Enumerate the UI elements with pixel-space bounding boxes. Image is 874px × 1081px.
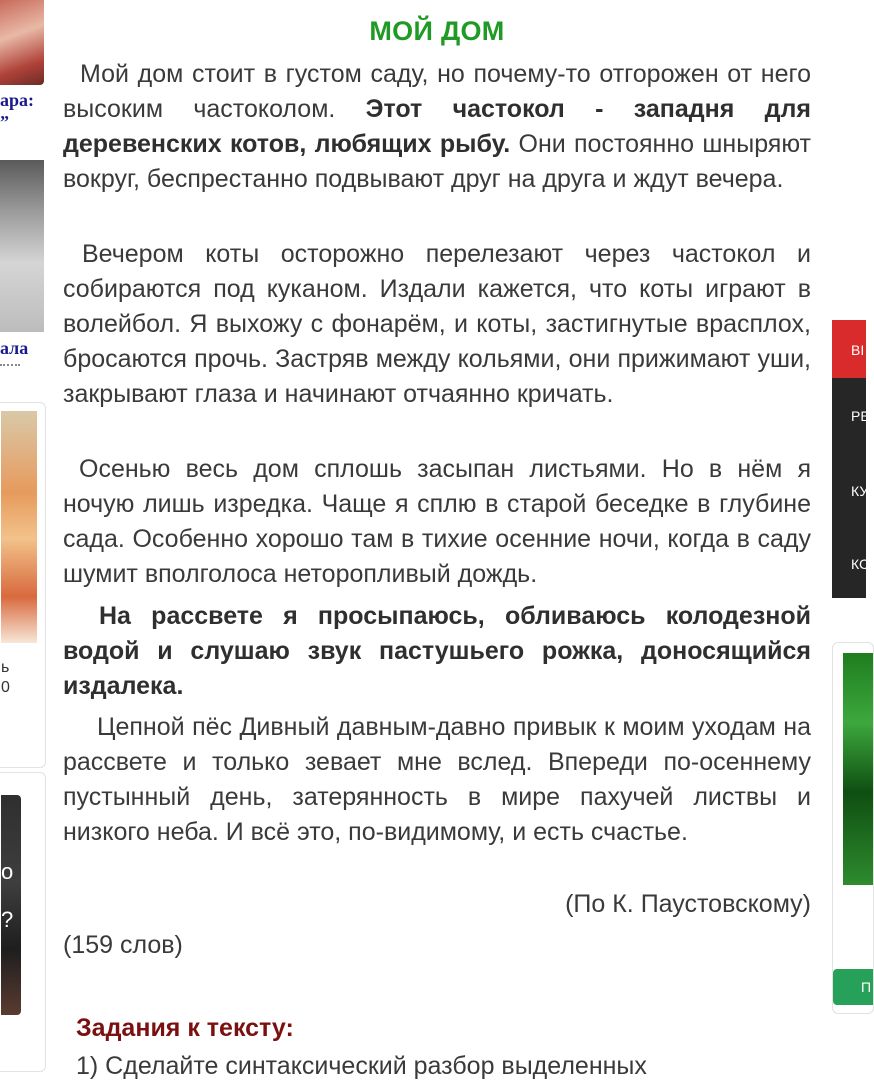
sidebar-card-2-glyph-2: ? xyxy=(1,907,14,932)
sidebar-menu xyxy=(832,320,870,598)
paragraph-2: Вечером коты осторожно перелезают через частокол и собираются под куканом. Издали кажется, что коты играют в волейбол. Я выхожу с фонарём, и коты, застигнутые врасплох, бросаются прочь. Застряв между кольями, они прижимают уши, закрывают глаза и начинают отчаянно кричать. xyxy=(63,240,811,408)
sidebar-thumbnail-top[interactable] xyxy=(0,0,44,85)
sidebar-dotted-underline xyxy=(0,364,20,367)
author-attribution: (По К. Паустовскому) xyxy=(565,890,811,918)
sidebar-card-2[interactable] xyxy=(0,772,46,1072)
page-title: МОЙ ДОМ xyxy=(369,16,505,46)
paragraph-1 xyxy=(63,57,811,197)
paragraph-1-bold: Этот частокол - западня для деревенских котов, любящих рыбу. xyxy=(63,95,811,158)
paragraph-5: Цепной пёс Дивный давным-давно привык к моим уходам на рассвете и только зевает мне вслед. Впереди по-осеннему пустынный день, затерянность в мире пахучей листвы и низкого неба. И всё это, по-видимому, и есть счастье. xyxy=(63,713,811,846)
right-sidebar xyxy=(832,0,872,1070)
sidebar-link-snippet-mid[interactable]: ала xyxy=(0,338,29,358)
paragraph-4-bold: На рассвете я просыпаюсь, обливаюсь колодезной водой и слушаю звук пастушьего рожка, доносящийся издалека. xyxy=(63,602,811,700)
sidebar-card-2-image[interactable] xyxy=(1,795,21,1015)
paragraph-3: Осенью весь дом сплошь засыпан листьями. Но в нём я ночую лишь изредка. Чаще я сплю в старой беседке в глубине сада. Особенно хорошо там в тихие осенние ночи, когда в саду шумит вполголоса неторопливый дождь. xyxy=(63,455,811,588)
tasks-heading: Задания к тексту: xyxy=(76,1014,294,1042)
paragraph-1-text-b: Они постоянно шныряют вокруг, беспрестанно подвывают друг на друга и ждут вечера. xyxy=(63,130,811,193)
task-item-1: 1) Сделайте синтаксический разбор выделенных xyxy=(76,1052,647,1080)
word-count: (159 слов) xyxy=(63,931,183,959)
sidebar-menu-item-3[interactable]: КУ xyxy=(851,483,869,499)
sidebar-card-right-button[interactable]: П xyxy=(833,969,873,1005)
sidebar-menu-item-1[interactable]: ВІ xyxy=(851,342,865,358)
sidebar-menu-item-2[interactable]: РЕ xyxy=(851,408,870,424)
sidebar-card-1-text: ь xyxy=(1,659,10,676)
sidebar-link-snippet[interactable]: ара: xyxy=(0,90,35,110)
left-sidebar xyxy=(0,0,46,1070)
sidebar-card-1-text-2: 0 xyxy=(1,679,10,696)
sidebar-menu-item-4[interactable]: КС xyxy=(851,556,870,572)
sidebar-card-right[interactable] xyxy=(832,642,874,1014)
paragraph-1-text-a: Мой дом стоит в густом саду, но почему-то отгорожен от него высоким частоколом. xyxy=(63,60,811,123)
sidebar-card-1[interactable] xyxy=(0,402,46,768)
sidebar-thumbnail-gray[interactable] xyxy=(0,160,44,332)
sidebar-card-1-image[interactable] xyxy=(1,411,37,643)
sidebar-card-right-image[interactable] xyxy=(843,653,873,885)
sidebar-card-2-glyph: o xyxy=(1,859,14,884)
sidebar-link-snippet-2[interactable]: ” xyxy=(0,112,9,132)
